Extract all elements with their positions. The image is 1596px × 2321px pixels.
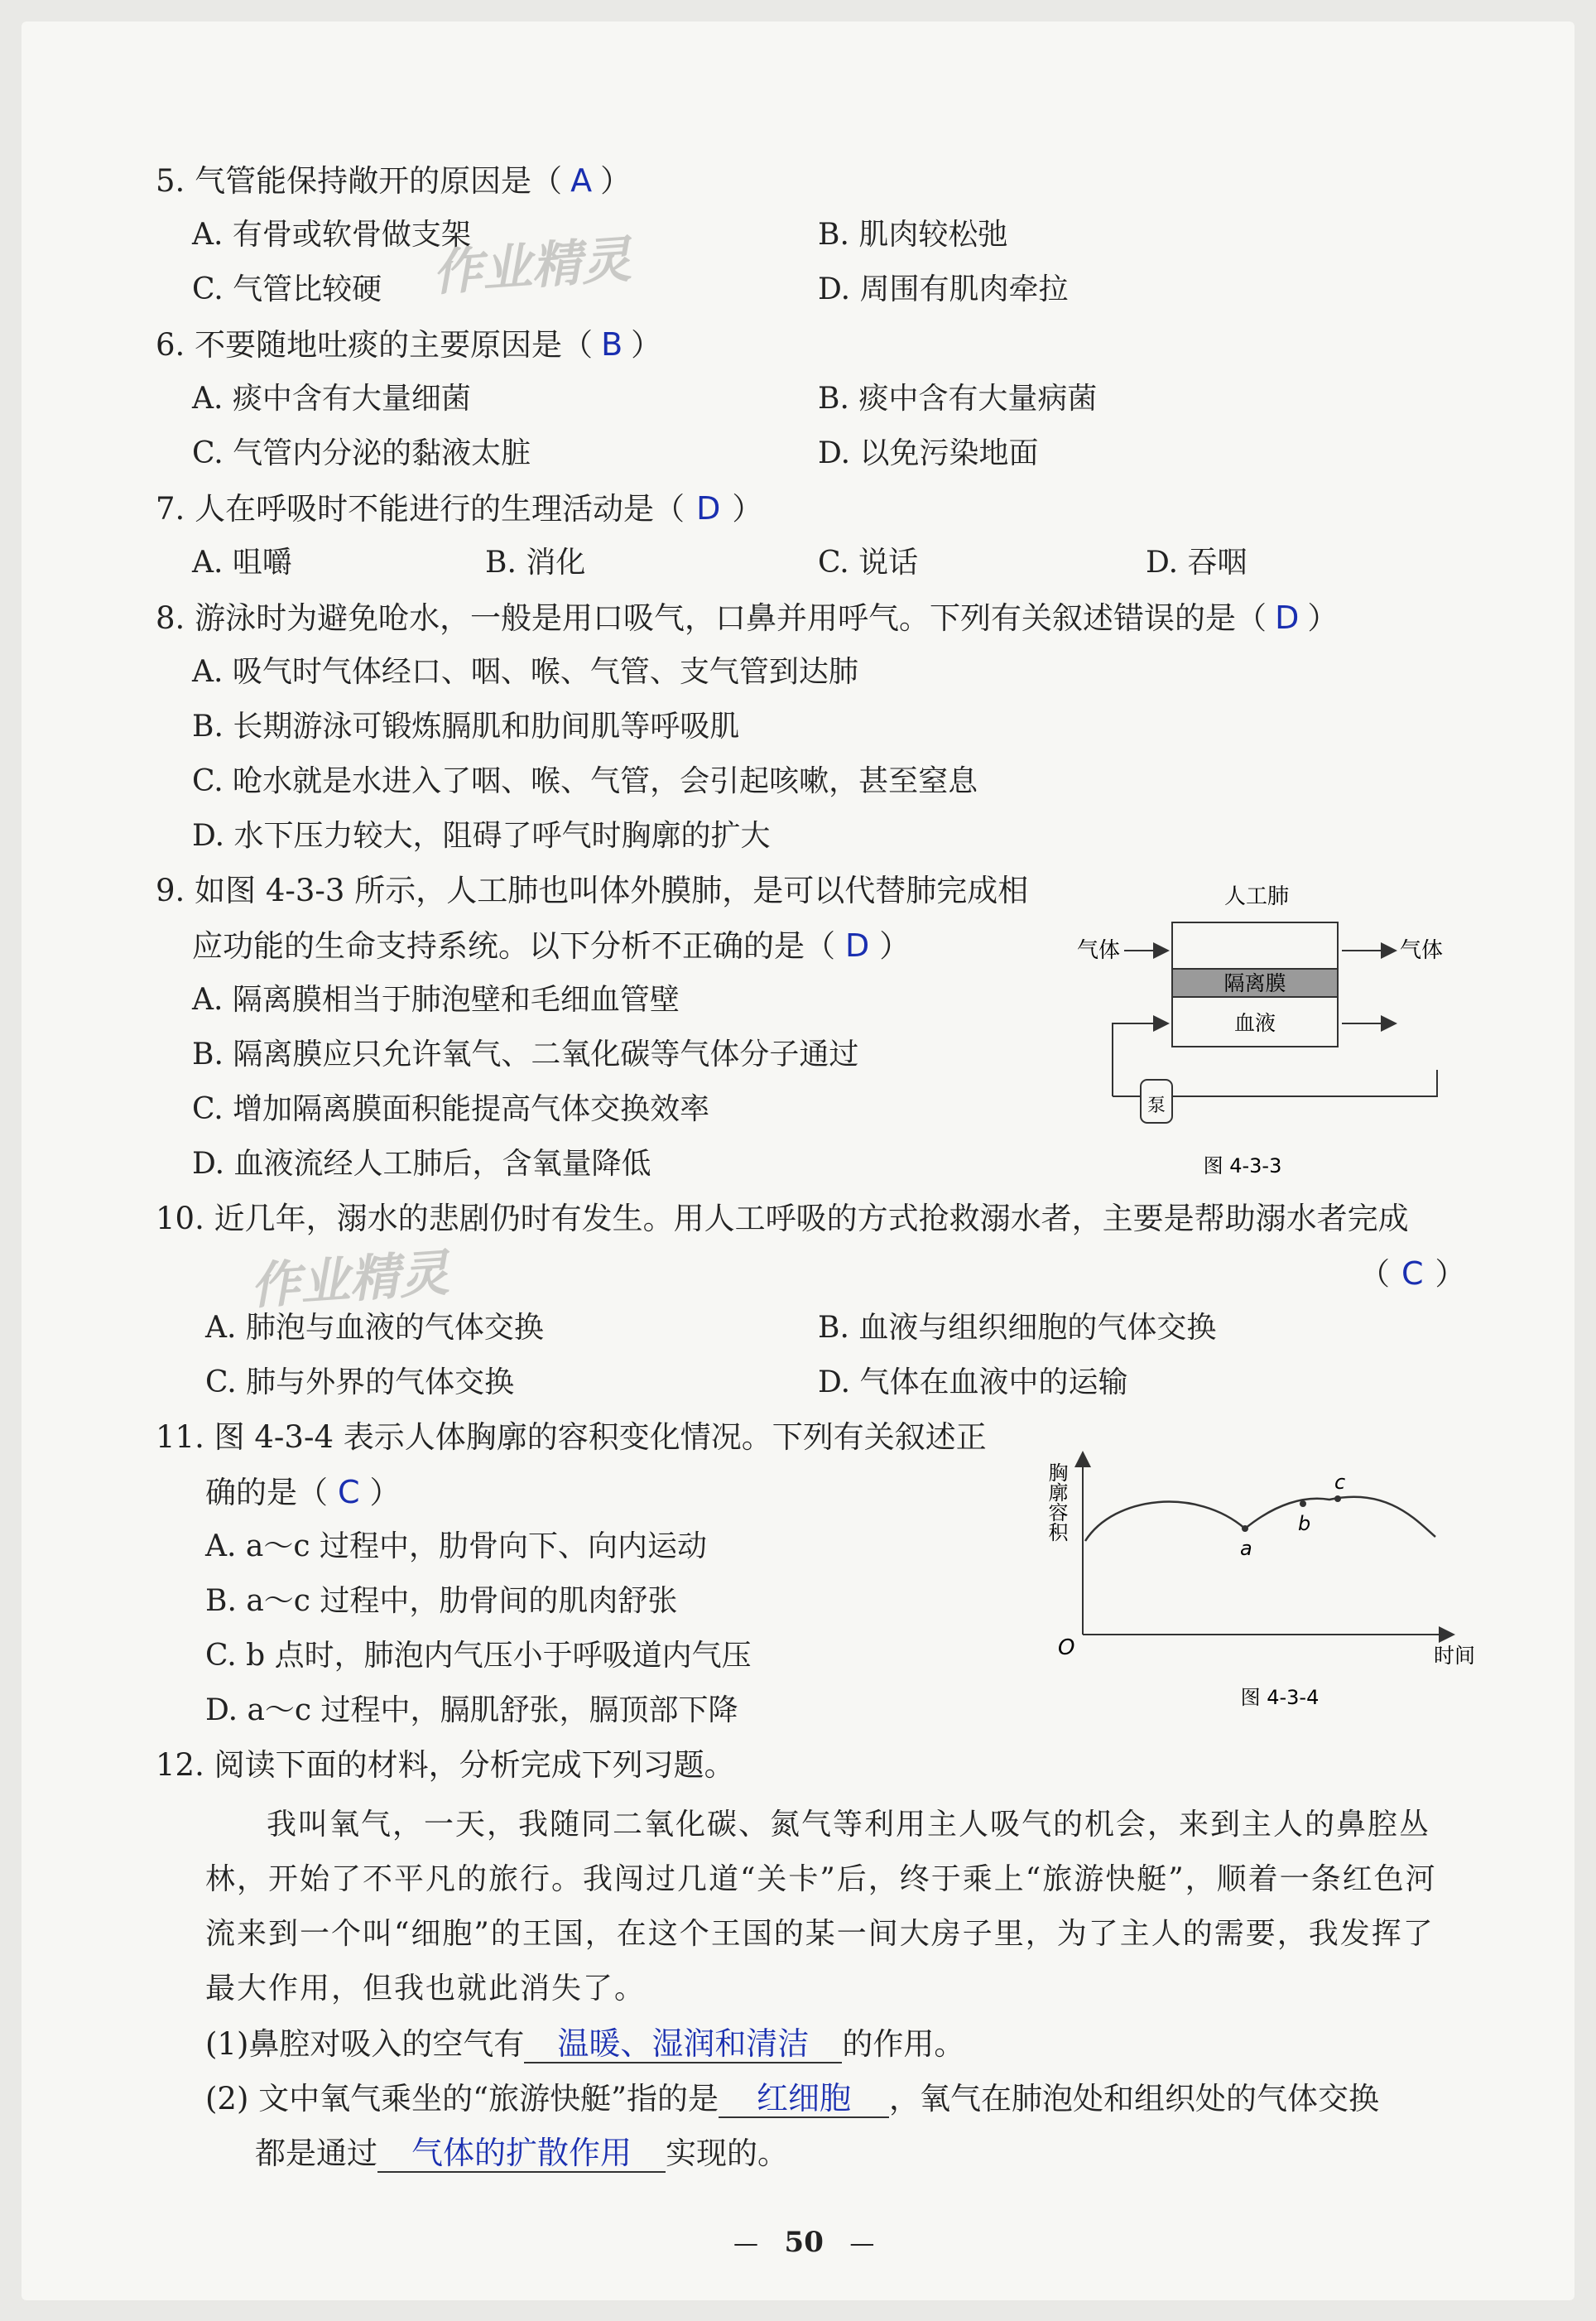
bracket: ） <box>1307 600 1339 636</box>
option-a: A. 有骨或软骨做支架 <box>192 218 471 252</box>
option-a: A. 肺泡与血液的气体交换 <box>205 1311 544 1345</box>
question-10-stem: 10. 近几年，溺水的悲剧仍时有发生。用人工呼吸的方式抢救溺水者，主要是帮助溺水者完成 <box>156 1201 1409 1236</box>
option-d: D. 吞咽 <box>1146 546 1247 580</box>
question-10-answer <box>1359 1255 1466 1293</box>
artificial-lung-diagram <box>1073 874 1503 1189</box>
option-b: B. 痰中含有大量病菌 <box>818 382 1098 416</box>
sub-question-text: 实现的。 <box>666 2136 788 2171</box>
option-c: C. 肺与外界的气体交换 <box>205 1365 515 1399</box>
point-c-label: c <box>1334 1471 1346 1494</box>
handwritten-answer: A <box>570 162 593 199</box>
page <box>22 22 1574 2300</box>
page-number: 50 <box>784 2226 824 2259</box>
reading-paragraph-line: 林，开始了不平凡的旅行。我闯过几道“关卡”后，终于乘上“旅游快艇”，顺着一条红色河 <box>205 1862 1437 1896</box>
option-c: C. 呛水就是水进入了咽、喉、气管，会引起咳嗽，甚至窒息 <box>192 764 978 798</box>
bracket: ） <box>879 928 911 964</box>
question-6 <box>156 326 661 364</box>
option-c: C. 气管内分泌的黏液太脏 <box>192 436 531 470</box>
pump-label: 泵 <box>1147 1095 1166 1116</box>
option-d: D. 以免污染地面 <box>818 436 1039 470</box>
question-9-stem-line2 <box>192 927 910 965</box>
question-12-stem: 12. 阅读下面的材料，分析完成下列习题。 <box>156 1747 735 1783</box>
option-a: A. a～c 过程中，肋骨向下、向内运动 <box>205 1529 707 1563</box>
watermark: 作业精灵 <box>430 230 633 303</box>
handwritten-answer: C <box>1401 1255 1424 1292</box>
option-a: A. 痰中含有大量细菌 <box>192 382 471 416</box>
blood-loop-right <box>1172 1070 1437 1096</box>
figure-caption: 图 4-3-3 <box>1203 1154 1282 1177</box>
sub-question-text: (1)鼻腔对吸入的空气有 <box>205 2026 525 2062</box>
sub-question-text: 的作用。 <box>842 2026 965 2062</box>
watermark: 作业精灵 <box>248 1244 451 1317</box>
bracket: ） <box>369 1475 401 1510</box>
bracket: ） <box>631 327 662 363</box>
origin-label: O <box>1058 1635 1075 1660</box>
option-d: D. 气体在血液中的运输 <box>818 1365 1128 1399</box>
sub-question-text: ，氧气在肺泡处和组织处的气体交换 <box>889 2081 1380 2116</box>
option-a: A. 咀嚼 <box>192 546 292 580</box>
option-c: C. 说话 <box>818 546 919 580</box>
point-b-marker <box>1300 1500 1306 1507</box>
sub-question-1 <box>205 2025 964 2063</box>
option-b: B. 隔离膜应只允许氧气、二氧化碳等气体分子通过 <box>192 1038 859 1071</box>
question-stem: 应功能的生命支持系统。以下分析不正确的是（ <box>192 928 835 964</box>
reading-paragraph-line: 流来到一个叫“细胞”的王国，在这个王国的某一间大房子里，为了主人的需要，我发挥了 <box>205 1917 1435 1951</box>
figure-caption: 图 4-3-4 <box>1240 1686 1320 1709</box>
option-a: A. 吸气时气体经口、咽、喉、气管、支气管到达肺 <box>192 655 858 689</box>
option-c: C. 增加隔离膜面积能提高气体交换效率 <box>192 1092 710 1126</box>
option-c: C. 气管比较硬 <box>192 272 382 306</box>
thoracic-volume-graph <box>1040 1437 1503 1719</box>
question-8 <box>156 600 1338 637</box>
x-axis-label: 时间 <box>1434 1644 1476 1668</box>
bracket: ） <box>1435 1256 1466 1292</box>
handwritten-answer: D <box>1275 600 1300 636</box>
membrane-label: 隔离膜 <box>1223 971 1286 995</box>
question-11-stem-line1: 11. 图 4-3-4 表示人体胸廓的容积变化情况。下列有关叙述正 <box>156 1419 987 1455</box>
page-number-footer <box>733 2226 874 2259</box>
option-d: D. 水下压力较大，阻碍了呼气时胸廓的扩大 <box>192 819 771 853</box>
option-b: B. 长期游泳可锻炼膈肌和肋间肌等呼吸肌 <box>192 710 740 744</box>
blood-label: 血液 <box>1233 1011 1276 1035</box>
gas-in-label: 气体 <box>1077 938 1121 963</box>
question-5 <box>156 162 631 200</box>
question-stem: 确的是（ <box>205 1475 328 1510</box>
question-11-stem-line2 <box>205 1474 401 1511</box>
point-b-label: b <box>1298 1512 1311 1535</box>
answer-blank: 温暖、湿润和清洁 <box>524 2025 842 2063</box>
bracket: ） <box>600 163 632 199</box>
handwritten-answer: D <box>845 927 870 964</box>
y-axis-label: 胸廓容积 <box>1045 1462 1068 1542</box>
handwritten-answer: B <box>601 326 623 363</box>
option-d: D. 血液流经人工肺后，含氧量降低 <box>192 1147 651 1181</box>
option-b: B. a～c 过程中，肋骨间的肌肉舒张 <box>205 1584 678 1618</box>
question-9-stem-line1: 9. 如图 4-3-3 所示，人工肺也叫体外膜肺，是可以代替肺完成相 <box>156 873 1029 908</box>
answer-blank: 气体的扩散作用 <box>377 2135 666 2173</box>
volume-curve <box>1085 1497 1435 1541</box>
option-b: B. 血液与组织细胞的气体交换 <box>818 1311 1217 1345</box>
reading-paragraph-line: 最大作用，但我也就此消失了。 <box>205 1972 647 2006</box>
page-dash: — <box>849 2229 875 2258</box>
option-b: B. 肌肉较松弛 <box>818 218 1008 252</box>
question-7 <box>156 490 762 527</box>
point-a-label: a <box>1240 1537 1252 1560</box>
option-c: C. b 点时，肺泡内气压小于呼吸道内气压 <box>205 1639 752 1673</box>
sub-question-text: 都是通过 <box>255 2136 377 2171</box>
point-c-marker <box>1334 1495 1341 1502</box>
option-d: D. a～c 过程中，膈肌舒张，膈顶部下降 <box>205 1693 738 1727</box>
question-stem: 7. 人在呼吸时不能进行的生理活动是（ <box>156 491 685 527</box>
sub-question-3 <box>255 2135 788 2173</box>
reading-paragraph-line: 我叫氧气，一天，我随同二氧化碳、氮气等利用主人吸气的机会，来到主人的鼻腔丛 <box>267 1808 1431 1842</box>
option-b: B. 消化 <box>485 546 586 580</box>
question-stem: 5. 气管能保持敞开的原因是（ <box>156 163 563 199</box>
question-stem: 8. 游泳时为避免呛水，一般是用口吸气，口鼻并用呼气。下列有关叙述错误的是（ <box>156 600 1267 636</box>
bracket: ） <box>732 491 763 527</box>
handwritten-answer: D <box>696 490 721 527</box>
answer-blank: 红细胞 <box>719 2080 889 2118</box>
question-stem: 6. 不要随地吐痰的主要原因是（ <box>156 327 594 363</box>
diagram-title: 人工肺 <box>1223 884 1290 909</box>
sub-question-text: (2) 文中氧气乘坐的“旅游快艇”指的是 <box>205 2081 719 2116</box>
page-dash: — <box>733 2229 758 2258</box>
option-d: D. 周围有肌肉牵拉 <box>818 272 1069 306</box>
point-a-marker <box>1242 1525 1248 1532</box>
gas-out-label: 气体 <box>1400 938 1444 963</box>
handwritten-answer: C <box>338 1474 360 1510</box>
sub-question-2 <box>205 2080 1379 2118</box>
bracket: （ <box>1359 1256 1390 1292</box>
option-a: A. 隔离膜相当于肺泡壁和毛细血管壁 <box>192 983 680 1017</box>
